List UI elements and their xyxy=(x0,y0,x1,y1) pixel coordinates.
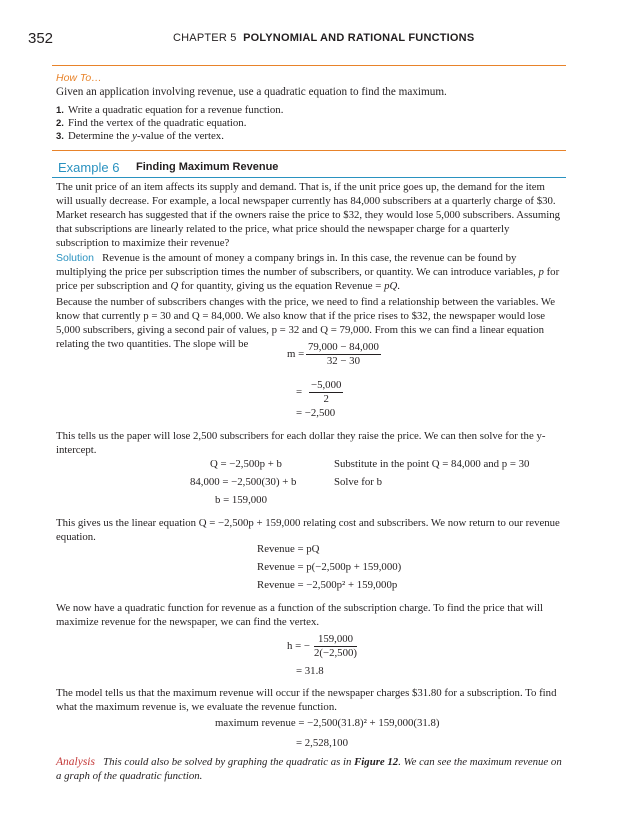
solution-label: Solution xyxy=(56,252,94,264)
variable-pq: pQ xyxy=(384,280,398,292)
step-text: Write a quadratic equation for a revenue function. xyxy=(68,104,284,116)
solution-paragraph-1 xyxy=(56,251,564,293)
slope-denominator-2: 2 xyxy=(323,393,329,405)
step-number: 2. xyxy=(56,118,64,129)
example-number: Example 6 xyxy=(58,160,120,175)
intercept-row-1: Q = −2,500p + b xyxy=(210,458,282,470)
howto-step xyxy=(56,130,224,142)
analysis-text-end: . We can see the maximum revenue on a graph of the quadratic function. xyxy=(56,756,562,782)
chapter-label: CHAPTER 5 xyxy=(173,32,237,44)
analysis-paragraph xyxy=(56,755,564,783)
step-number: 1. xyxy=(56,105,64,116)
solution-text: . xyxy=(397,280,400,292)
solution-paragraph-3: This tells us the paper will lose 2,500 subscribers for each dollar they raise the price. We can then solve for the y-intercept. xyxy=(56,430,546,456)
slope-result: = −2,500 xyxy=(296,407,336,419)
solution-text: for quantity, giving us the equation Revenue = xyxy=(178,280,385,292)
solution-paragraph-4: This gives us the linear equation Q = −2,500p + 159,000 relating cost and subscribers. We now return to our revenue equation. xyxy=(56,517,560,543)
vertex-result: = 31.8 xyxy=(296,665,324,677)
howto-step xyxy=(56,117,246,129)
intercept-note-2: Solve for b xyxy=(334,476,382,488)
variable-q: Q xyxy=(170,280,179,292)
slope-fraction xyxy=(306,341,381,368)
chapter-title: POLYNOMIAL AND RATIONAL FUNCTIONS xyxy=(243,32,475,44)
revenue-row-2: Revenue = p(−2,500p + 159,000) xyxy=(257,561,402,573)
step-text-end: -value of the vertex. xyxy=(136,130,224,142)
equals-sign: = xyxy=(296,386,303,398)
slope-numerator-2: −5,000 xyxy=(311,379,342,391)
solution-paragraph-2: Because the number of subscribers changes with the price, we need to find a relationship between the variables. We know that currently p = 30 and Q = 84,000. We also know that if the price rises to $32, the newspaper would lose 5,000 subscribers, giving a second pair of values, p = 32 and Q = 79,000. From this we can find a linear equation relating the two quantities. The slope will be xyxy=(56,296,556,350)
solution-text: for price per subscription and xyxy=(56,266,560,292)
step-text: Determine the xyxy=(68,130,133,142)
variable-p: p xyxy=(538,266,544,278)
intercept-note-1: Substitute in the point Q = 84,000 and p = 30 xyxy=(334,458,530,470)
page-number: 352 xyxy=(28,30,54,47)
step-number: 3. xyxy=(56,131,64,142)
howto-bottom-rule xyxy=(52,150,566,151)
vertex-denominator: 2(−2,500) xyxy=(314,647,357,659)
slope-fraction-2 xyxy=(309,379,343,406)
vertex-fraction xyxy=(314,633,357,660)
revenue-row-1: Revenue = pQ xyxy=(257,543,320,555)
slope-lhs: m = xyxy=(287,348,305,360)
analysis-text: This could also be solved by graphing the quadratic as in xyxy=(103,756,355,768)
solution-text: Revenue is the amount of money a company brings in. In this case, the revenue can be found by multiplying the price per subscription times the number of subscribers, or quantity. We can introduce variables, xyxy=(56,252,539,278)
slope-numerator: 79,000 − 84,000 xyxy=(308,341,379,353)
vertex-lhs: h = − xyxy=(287,640,310,652)
example-title: Finding Maximum Revenue xyxy=(136,161,279,173)
figure-reference: Figure 12 xyxy=(354,756,399,768)
solution-paragraph-5: We now have a quadratic function for revenue as a function of the subscription charge. To find the price that will maximize revenue for the newspaper, we can find the vertex. xyxy=(56,602,543,628)
howto-top-rule xyxy=(52,65,566,66)
max-revenue-row-1: maximum revenue = −2,500(31.8)² + 159,000(31.8) xyxy=(215,717,440,729)
intercept-row-3: b = 159,000 xyxy=(215,494,267,506)
example-rule xyxy=(52,177,566,178)
max-revenue-row-2: = 2,528,100 xyxy=(296,737,348,749)
howto-step xyxy=(56,104,283,116)
howto-intro: Given an application involving revenue, use a quadratic equation to find the maximum. xyxy=(56,86,447,98)
slope-denominator: 32 − 30 xyxy=(326,355,360,367)
step-text: Find the vertex of the quadratic equation. xyxy=(68,117,247,129)
analysis-label: Analysis xyxy=(56,756,95,768)
example-problem: The unit price of an item affects its supply and demand. That is, if the unit price goes up, the demand for the item will usually decrease. For example, a local newspaper currently has 84,000 subscribers at a quarterly charge of $30. Market research has suggested that if the owners raise the price to $32, they would lose 5,000 subscribers. Assuming that subscriptions are linearly related to the price, what price should the newspaper charge for a quarterly subscription to maximize their revenue? xyxy=(56,181,561,249)
revenue-row-3: Revenue = −2,500p² + 159,000p xyxy=(257,579,398,591)
step-variable: y xyxy=(132,130,137,142)
chapter-heading xyxy=(173,32,474,44)
howto-label: How To… xyxy=(56,72,102,84)
vertex-numerator: 159,000 xyxy=(314,633,357,647)
solution-paragraph-6: The model tells us that the maximum revenue will occur if the newspaper charges $31.80 for a subscription. To find what the maximum revenue is, we evaluate the revenue function. xyxy=(56,687,557,713)
intercept-row-2: 84,000 = −2,500(30) + b xyxy=(190,476,297,488)
